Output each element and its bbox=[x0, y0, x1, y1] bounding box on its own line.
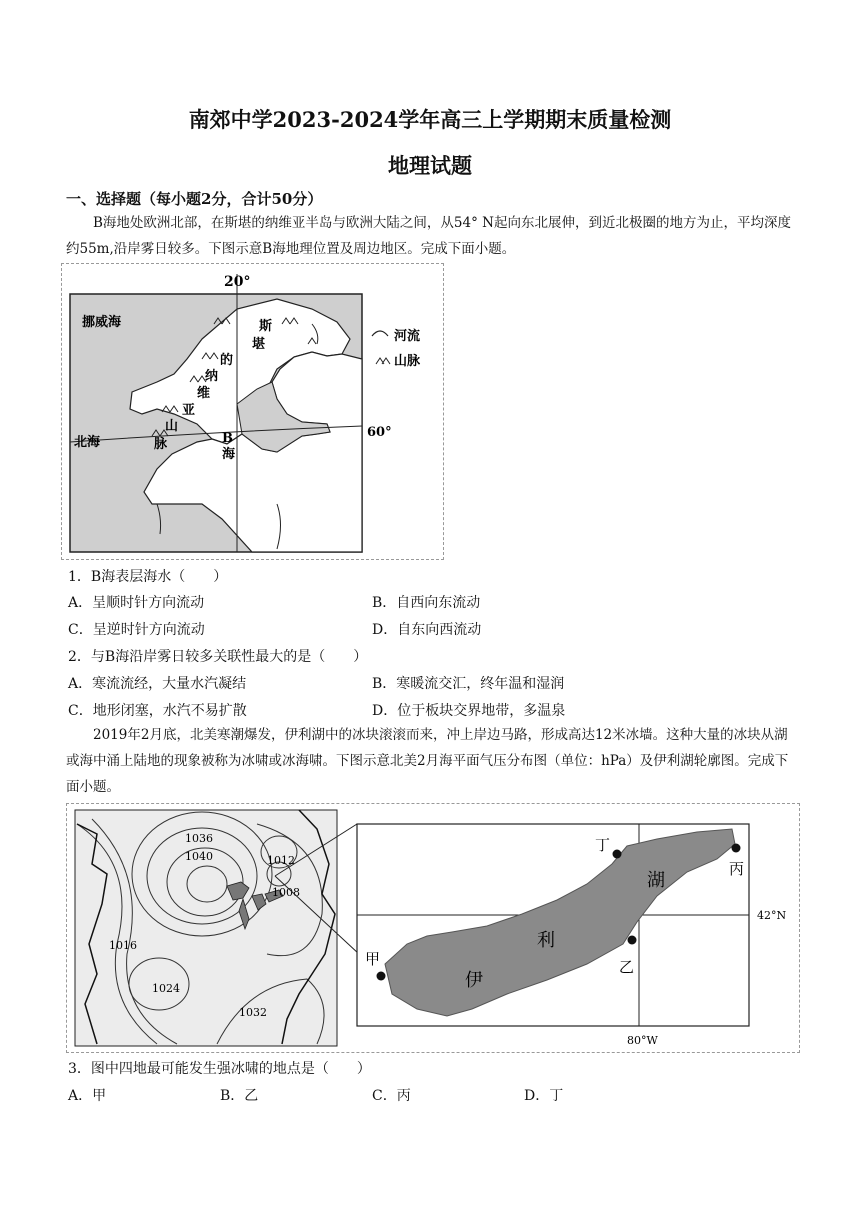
isobar-label-1008: 1008 bbox=[272, 886, 300, 899]
lake-char-yi: 伊 bbox=[465, 970, 483, 991]
map-north-america bbox=[66, 803, 800, 1053]
page-subtitle: 地理试题 bbox=[388, 153, 472, 178]
legend-mountain-label: 山脉 bbox=[394, 354, 421, 369]
isobar-label-1040: 1040 bbox=[185, 850, 213, 863]
isobar-label-1036: 1036 bbox=[185, 832, 213, 845]
point-ding-dot bbox=[613, 850, 622, 859]
map-north-america-svg bbox=[67, 804, 799, 1052]
q3-option-a[interactable]: A．甲 bbox=[68, 1088, 107, 1104]
lat-label: 60° bbox=[367, 425, 392, 440]
scand-char: 亚 bbox=[182, 403, 196, 418]
q2-stem: 2．与B海沿岸雾日较多关联性最大的是（ ） bbox=[68, 649, 368, 665]
scand-char: 的 bbox=[220, 353, 234, 368]
legend-river-label: 河流 bbox=[394, 329, 421, 344]
north-sea-label: 北海 bbox=[74, 435, 101, 450]
lon-80-label: 80°W bbox=[627, 1034, 658, 1047]
page-title: 南郊中学2023-2024学年高三上学期期末质量检测 bbox=[188, 107, 672, 132]
scand-char: 斯 bbox=[259, 319, 273, 334]
lake-char-li: 利 bbox=[537, 930, 555, 951]
lon-label: 20° bbox=[224, 274, 251, 290]
lake-char-hu: 湖 bbox=[647, 870, 665, 891]
point-yi-dot bbox=[628, 936, 637, 945]
isobar-label-1016: 1016 bbox=[109, 939, 137, 952]
point-bing-dot bbox=[732, 844, 741, 853]
point-bing-label: 丙 bbox=[729, 860, 745, 878]
q1-option-c[interactable]: C．呈逆时针方向流动 bbox=[68, 622, 205, 638]
q1-option-a[interactable]: A．呈顺时针方向流动 bbox=[68, 595, 205, 611]
isobar-label-1012: 1012 bbox=[267, 854, 295, 867]
passage-1: B海地处欧洲北部，在斯堪的纳维亚半岛与欧洲大陆之间，从54° N起向东北展伸，到近北极圈的地方为止，平均深度约55m,沿岸雾日较多。下图示意B海地理位置及周边地区。完成下面小题。 bbox=[66, 215, 791, 257]
map-b-sea bbox=[61, 263, 444, 560]
q2-option-c[interactable]: C．地形闭塞，水汽不易扩散 bbox=[68, 703, 247, 719]
legend-mountain-symbol bbox=[376, 358, 390, 364]
q3-stem: 3．图中四地最可能发生强冰啸的地点是（ ） bbox=[68, 1061, 371, 1077]
q1-option-d[interactable]: D．自东向西流动 bbox=[372, 622, 482, 638]
isobar-label-1032: 1032 bbox=[239, 1006, 267, 1019]
q3-option-c[interactable]: C．丙 bbox=[372, 1088, 411, 1104]
point-jia-dot bbox=[377, 972, 386, 981]
isobar-label-1024: 1024 bbox=[152, 982, 180, 995]
norwegian-sea-label: 挪威海 bbox=[82, 315, 122, 330]
scand-char: 维 bbox=[197, 386, 211, 401]
section-heading: 一、选择题（每小题2分，合计50分） bbox=[66, 190, 323, 208]
q3-option-d[interactable]: D．丁 bbox=[524, 1088, 564, 1104]
q1-stem: 1．B海表层海水（ ） bbox=[68, 569, 228, 585]
scand-char: 堪 bbox=[252, 337, 266, 352]
q2-option-d[interactable]: D．位于板块交界地带，多温泉 bbox=[372, 703, 566, 719]
passage-2: 2019年2月底，北美寒潮爆发，伊利湖中的冰块滚滚而来，冲上岸边马路，形成高达12米冰墙。这种大量的冰块从湖或海中涌上陆地的现象被称为冰啸或冰海啸。下图示意北美2月海平面气压分布图（单位：hPa）及伊利湖轮廓图。完成下面小题。 bbox=[66, 727, 789, 795]
map-b-sea-svg bbox=[62, 264, 443, 559]
q1-option-b[interactable]: B．自西向东流动 bbox=[372, 595, 481, 611]
lat-42-label: 42°N bbox=[757, 909, 787, 922]
point-ding-label: 丁 bbox=[595, 836, 611, 854]
q3-option-b[interactable]: B．乙 bbox=[220, 1088, 259, 1104]
legend-river-symbol bbox=[372, 331, 388, 336]
point-jia-label: 甲 bbox=[365, 950, 381, 968]
b-sea-label-1: B bbox=[222, 431, 233, 446]
point-yi-label: 乙 bbox=[619, 958, 635, 976]
q2-option-a[interactable]: A．寒流流经，大量水汽凝结 bbox=[68, 676, 247, 692]
b-sea-label-2: 海 bbox=[222, 447, 236, 462]
scand-char: 脉 bbox=[154, 437, 168, 452]
q2-option-b[interactable]: B．寒暖流交汇，终年温和湿润 bbox=[372, 676, 565, 692]
scand-char: 山 bbox=[165, 419, 179, 434]
scand-char: 纳 bbox=[205, 369, 219, 384]
